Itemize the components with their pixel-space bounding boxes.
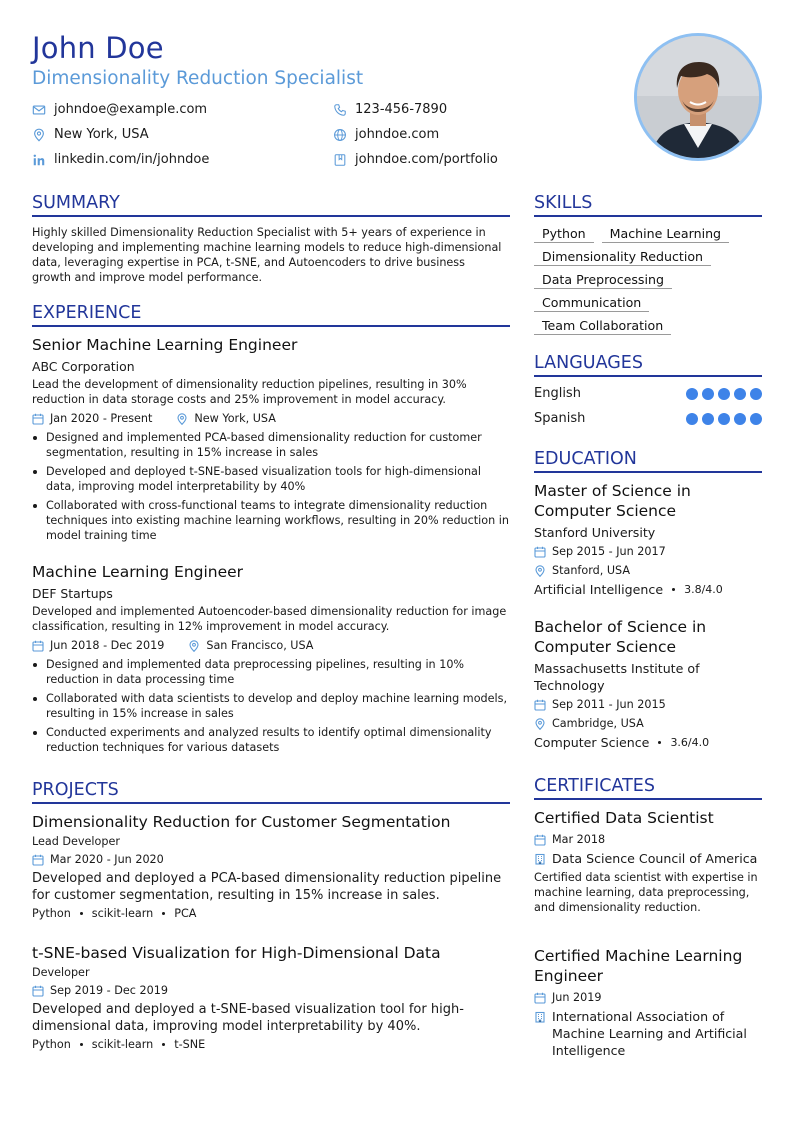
contact-linkedin[interactable]	[32, 151, 333, 168]
certificate-issuer: Data Science Council of America	[552, 851, 758, 866]
skill-tag: Python	[534, 226, 594, 243]
job-description: Developed and implemented Autoencoder-based dimensionality reduction for image classification, resulting in 12% improvement in model accuracy.	[32, 605, 507, 633]
experience-item	[32, 563, 510, 759]
skill-tag: Dimensionality Reduction	[534, 249, 711, 266]
website-text: johndoe.com	[355, 127, 440, 142]
skills-list	[534, 226, 762, 335]
job-bullets	[32, 657, 510, 755]
certificate-description: Certified data scientist with expertise in machine learning, data preprocessing, and dimensionality reduction.	[534, 871, 758, 914]
project-meta	[32, 983, 510, 998]
education-heading: EDUCATION	[534, 449, 762, 473]
gpa: 3.6/4.0	[670, 736, 710, 749]
project-role: Developer	[32, 966, 90, 979]
linkedin-text: linkedin.com/in/johndoe	[54, 152, 210, 167]
calendar-icon	[32, 413, 44, 425]
project-title: Dimensionality Reduction for Customer Segmentation	[32, 813, 451, 831]
contact-website[interactable]	[333, 126, 592, 143]
project-tags	[32, 907, 510, 920]
calendar-icon	[32, 854, 44, 866]
skills-heading: SKILLS	[534, 193, 762, 217]
project-description: Developed and deployed a PCA-based dimensionality reduction pipeline for customer segmentation, resulting in 15% increase in sales.	[32, 871, 502, 903]
language-name: Spanish	[534, 411, 586, 426]
location-pin-icon	[176, 413, 188, 425]
building-icon	[534, 1011, 546, 1023]
calendar-icon	[32, 640, 44, 652]
certificates-heading: CERTIFICATES	[534, 776, 762, 800]
skill-tag: Team Collaboration	[534, 318, 671, 335]
mail-icon	[32, 103, 46, 117]
certificate-item	[534, 808, 762, 915]
bullet-item: Designed and implemented data preprocessing pipelines, resulting in 10% reduction in data processing time	[32, 657, 510, 687]
company-name: DEF Startups	[32, 586, 113, 601]
calendar-icon	[32, 985, 44, 997]
bullet-item: Developed and deployed t-SNE-based visualization tools for high-dimensional data, improving model interpretability by 40%	[32, 464, 510, 494]
candidate-title: Dimensionality Reduction Specialist	[32, 68, 364, 89]
certificate-date-row	[534, 832, 762, 847]
tag: Python	[32, 1038, 71, 1051]
project-meta	[32, 852, 510, 867]
job-location: San Francisco, USA	[206, 639, 314, 652]
bullet-item: Collaborated with data scientists to develop and deploy machine learning models, resulting in 15% increase in sales	[32, 691, 510, 721]
job-title: Senior Machine Learning Engineer	[32, 336, 298, 354]
project-title: t-SNE-based Visualization for High-Dimensional Data	[32, 944, 441, 962]
education-location-row	[534, 716, 762, 731]
education-dates-row	[534, 697, 762, 712]
company-name: ABC Corporation	[32, 359, 135, 374]
education-field-row	[534, 735, 762, 750]
tag: scikit-learn	[91, 1038, 154, 1051]
job-meta	[32, 638, 510, 653]
email-text: johndoe@example.com	[54, 102, 208, 117]
experience-heading: EXPERIENCE	[32, 303, 510, 327]
location-pin-icon	[534, 565, 546, 577]
job-meta	[32, 411, 510, 426]
project-description: Developed and deployed a t-SNE-based visualization tool for high-dimensional data, improving model interpretability by 40%.	[32, 1002, 464, 1034]
job-dates: Jan 2020 - Present	[50, 412, 153, 425]
phone-text: 123-456-7890	[355, 102, 448, 117]
project-dates: Sep 2019 - Dec 2019	[50, 984, 168, 997]
degree: Bachelor of Science in Computer Science	[534, 618, 707, 656]
candidate-name: John Doe	[32, 31, 164, 65]
education-dates-row	[534, 544, 762, 559]
project-dates: Mar 2020 - Jun 2020	[50, 853, 164, 866]
job-location: New York, USA	[194, 412, 276, 425]
bullet-item: Designed and implemented PCA-based dimensionality reduction for customer segmentation, resulting in 15% increase in sales	[32, 430, 510, 460]
language-item	[534, 411, 762, 426]
field-of-study: Computer Science	[534, 735, 650, 750]
bullet-item: Collaborated with cross-functional teams to integrate dimensionality reduction techniques into existing machine learning workflows, resulting in 20% reduction in model training time	[32, 498, 510, 543]
tag: Python	[32, 907, 71, 920]
location-pin-icon	[188, 640, 200, 652]
certificate-issuer: International Association of Machine Learning and Artificial Intelligence	[552, 1009, 747, 1058]
education-location: Stanford, USA	[552, 564, 630, 577]
tag: t-SNE	[174, 1038, 206, 1051]
gpa: 3.8/4.0	[684, 583, 723, 596]
contact-portfolio[interactable]	[333, 151, 592, 168]
calendar-icon	[534, 699, 546, 711]
location-pin-icon	[32, 128, 46, 142]
profile-photo	[634, 33, 762, 161]
location-text: New York, USA	[54, 127, 149, 142]
education-location: Cambridge, USA	[552, 717, 644, 730]
degree: Master of Science in Computer Science	[534, 482, 691, 520]
summary-heading: SUMMARY	[32, 193, 510, 217]
calendar-icon	[534, 546, 546, 558]
school-name: Massachusetts Institute of Technology	[534, 661, 700, 693]
education-dates: Sep 2011 - Jun 2015	[552, 698, 666, 711]
skill-tag: Data Preprocessing	[534, 272, 672, 289]
school-name: Stanford University	[534, 525, 656, 540]
education-item	[534, 481, 762, 597]
experience-item	[32, 336, 510, 547]
job-description: Lead the development of dimensionality reduction pipelines, resulting in 30% reduction in data storage costs and 25% improvement in model accuracy.	[32, 378, 467, 406]
phone-icon	[333, 103, 347, 117]
project-item	[32, 813, 510, 920]
project-item	[32, 944, 510, 1051]
certificate-date: Mar 2018	[552, 833, 606, 846]
bullet-item: Conducted experiments and analyzed results to identify optimal dimensionality reduction techniques for various datasets	[32, 725, 510, 755]
calendar-icon	[534, 834, 546, 846]
project-role: Lead Developer	[32, 835, 120, 848]
summary-text: Highly skilled Dimensionality Reduction Specialist with 5+ years of experience in developing and implementing machine learning models to reduce high-dimensional data, leveraging expertise in PCA, t-SNE, and Autoencoders to drive business growth and improve model performance.	[32, 226, 502, 284]
tag: PCA	[174, 907, 197, 920]
globe-icon	[333, 128, 347, 142]
certificate-issuer-row	[534, 1008, 762, 1059]
job-title: Machine Learning Engineer	[32, 563, 244, 581]
field-of-study: Artificial Intelligence	[534, 582, 664, 597]
contact-phone[interactable]	[333, 101, 592, 118]
certificate-item	[534, 946, 762, 1059]
languages-heading: LANGUAGES	[534, 353, 762, 377]
linkedin-icon	[32, 153, 46, 167]
bookmark-icon	[333, 153, 347, 167]
contact-list	[32, 101, 592, 168]
contact-email[interactable]	[32, 101, 333, 118]
projects-heading: PROJECTS	[32, 780, 510, 804]
language-level	[686, 388, 762, 400]
education-item	[534, 617, 762, 750]
job-dates: Jun 2018 - Dec 2019	[50, 639, 165, 652]
certificate-name: Certified Machine Learning Engineer	[534, 947, 743, 985]
location-pin-icon	[534, 718, 546, 730]
language-name: English	[534, 386, 581, 401]
certificate-date: Jun 2019	[552, 991, 602, 1004]
job-bullets	[32, 430, 510, 543]
portfolio-text: johndoe.com/portfolio	[355, 152, 498, 167]
certificate-issuer-row	[534, 850, 762, 867]
skill-tag: Communication	[534, 295, 649, 312]
project-tags	[32, 1038, 510, 1051]
contact-location	[32, 126, 333, 143]
language-item	[534, 386, 762, 401]
language-level	[686, 413, 762, 425]
certificate-name: Certified Data Scientist	[534, 809, 714, 827]
education-dates: Sep 2015 - Jun 2017	[552, 545, 666, 558]
skill-tag: Machine Learning	[602, 226, 729, 243]
education-field-row	[534, 582, 762, 597]
education-location-row	[534, 563, 762, 578]
certificate-date-row	[534, 990, 762, 1005]
building-icon	[534, 853, 546, 865]
tag: scikit-learn	[91, 907, 154, 920]
calendar-icon	[534, 992, 546, 1004]
